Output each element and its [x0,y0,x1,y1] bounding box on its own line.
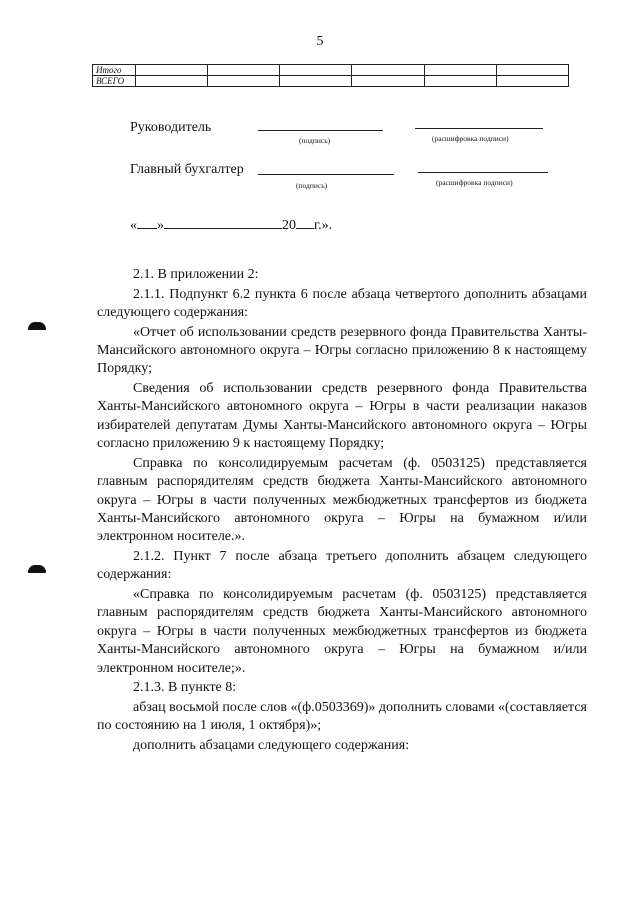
table-cell [496,76,568,87]
table-cell-label: ВСЕГО [93,76,136,87]
table-cell-label: Итого [93,65,136,76]
head-decode-line [415,128,543,129]
accountant-label: Главный бухгалтер [130,162,244,177]
table-cell [280,65,352,76]
year-blank [296,216,314,229]
table-cell [280,76,352,87]
paragraph: дополнить абзацами следующего содержания: [133,737,410,753]
date-suffix: г.». [314,218,333,233]
table-row [93,65,569,76]
year-prefix: 20 [282,218,296,233]
table-cell [208,76,280,87]
head-signature-line [258,130,383,131]
date-line [130,216,332,234]
head-decode-hint: (расшифровка подписи) [432,134,509,143]
accountant-decode-line [418,172,548,173]
head-sign-hint: (подпись) [299,136,331,145]
accountant-sign-hint: (подпись) [296,181,328,190]
table-cell [424,65,496,76]
paragraph: «Отчет об использовании средств резервного фонда Правительства Ханты-Мансийского автономного округа – Югры согласно приложению 8 к настоящему Порядку; [97,324,587,377]
month-blank [164,216,282,229]
paragraph: абзац восьмой после слов «(ф.0503369)» дополнить словами «(составляется по состоянию на 1 июля, 1 октября)»; [97,699,587,734]
accountant-signature-line [258,174,394,175]
accountant-decode-hint: (расшифровка подписи) [436,178,513,187]
paragraph: 2.1.1. Подпункт 6.2 пункта 6 после абзаца четвертого дополнить абзацами следующего содержания: [97,286,587,320]
day-blank [137,216,157,229]
table-cell [352,65,424,76]
document-body [97,266,587,756]
table-cell [352,76,424,87]
date-close-quote: » [157,218,164,233]
paragraph: Справка по консолидируемым расчетам (ф. 0503125) представляется главным распорядителям средств бюджета Ханты-Мансийского автономного округа – Югры в части полученных межбюджетных трансфертов из бюджета Ханты-Мансийского автономного округа – Югры на бумажном и/или электронном носителе.». [97,455,587,545]
table-cell [496,65,568,76]
head-label: Руководитель [130,120,212,135]
margin-mark [28,322,46,330]
table-cell [136,76,208,87]
paragraph: Сведения об использовании средств резервного фонда Правительства Ханты-Мансийского автономного округа – Югры в части реализации наказов избирателей депутатам Думы Ханты-Мансийского автономного округа – Югры согласно приложению 9 к настоящему Порядку; [97,381,587,452]
table-cell [136,65,208,76]
paragraph: «Справка по консолидируемым расчетам (ф. 0503125) представляется главным распорядителям средств бюджета Ханты-Мансийского автономного округа – Югры в части полученных межбюджетных трансфертов из бюджета Ханты-Мансийского автономного округа – Югры на бумажном и/или электронном носителе;». [97,587,587,676]
paragraph: 2.1. В приложении 2: [133,267,259,282]
page-number: 5 [316,34,324,49]
table-row [93,76,569,87]
date-open-quote: « [130,218,137,233]
paragraph: 2.1.3. В пункте 8: [133,680,237,696]
totals-table [92,64,569,87]
paragraph: 2.1.2. Пункт 7 после абзаца третьего дополнить абзацем следующего содержания: [97,549,587,583]
table-cell [424,76,496,87]
margin-mark [28,565,46,573]
table-cell [208,65,280,76]
